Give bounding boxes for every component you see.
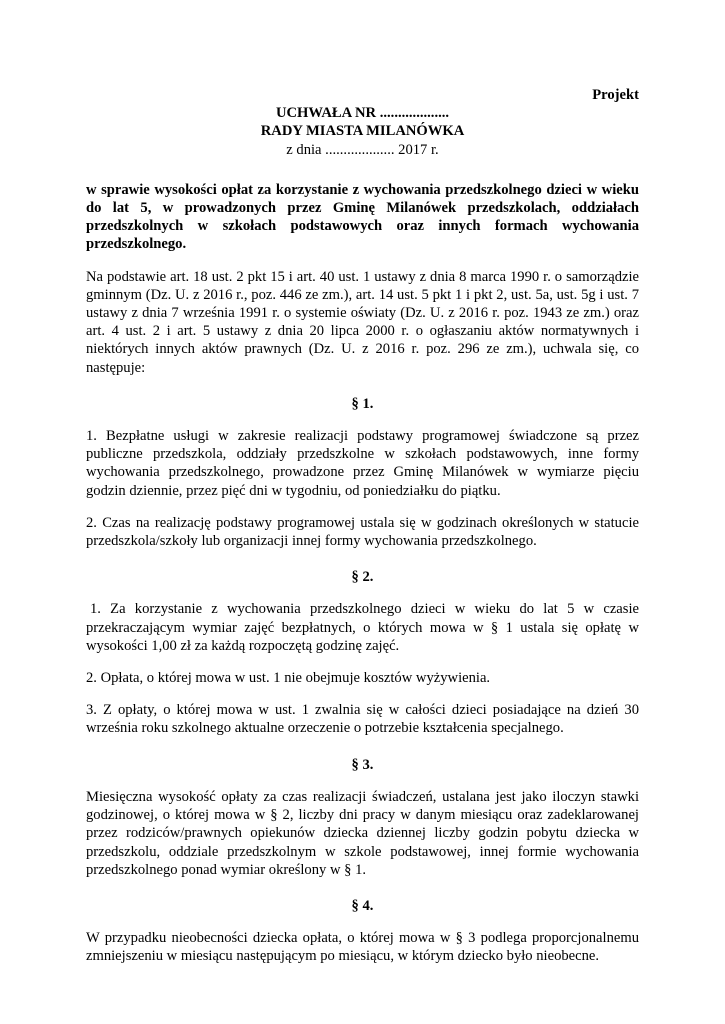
preamble: Na podstawie art. 18 ust. 2 pkt 15 i art. 40 ust. 1 ustawy z dnia 8 marca 1990 r. o samorządzie gminnym (Dz. U. z 2016 r., poz. 446 ze zm.), art. 14 ust. 5 pkt 1 i pkt 2, ust. 5a, ust. 5g i ust. 7 ustawy z dnia 7 września 1991 r. o systemie oświaty (Dz. U. z 2016 r. poz. 1943 ze zm.) oraz art. 4 ust. 2 i art. 5 ustawy z dnia 20 lipca 2000 r. o ogłaszaniu aktów normatywnych i niektórych innych aktów prawnych (Dz. U. z 2016 r. poz. 296 ze zm.), uchwala się, co następuje: [86, 268, 639, 376]
resolution-number: UCHWAŁA NR ................... [275, 105, 450, 122]
section-1-paragraph-2: 2. Czas na realizację podstawy programowej ustala się w godzinach określonych w statucie przedszkola/szkoły lub organizacji innej formy wychowania przedszkolnego. [86, 514, 639, 550]
section-2-paragraph-3: 3. Z opłaty, o której mowa w ust. 1 zwalnia się w całości dzieci posiadające na dzień 30 września roku szkolnego aktualne orzeczenie o potrzebie kształcenia specjalnego. [86, 702, 639, 737]
section-4-paragraph-1: W przypadku nieobecności dziecka opłata, o której mowa w § 3 podlega proporcjonalnemu zmniejszeniu w miesiącu następującym po miesiącu, w którym dziecko było nieobecne. [86, 930, 639, 965]
section-heading-3: § 3. [351, 756, 374, 773]
section-heading-4: § 4. [351, 897, 374, 914]
resolution-date: z dnia ................... 2017 r. [286, 141, 439, 158]
section-2-paragraph-2: 2. Opłata, o której mowa w ust. 1 nie obejmuje kosztów wyżywienia. [86, 670, 491, 687]
section-heading-1: § 1. [351, 395, 374, 412]
section-heading-2: § 2. [351, 569, 374, 586]
section-2-paragraph-1: 1. Za korzystanie z wychowania przedszkolnego dzieci w wieku do lat 5 w czasie przekraczającym wymiar zajęć bezpłatnych, o których mowa w § 1 ustala się opłatę w wysokości 1,00 zł za każdą rozpoczętą godzinę zajęć. [86, 601, 639, 654]
projekt-label: Projekt [592, 87, 639, 103]
section-1-paragraph-1: 1. Bezpłatne usługi w zakresie realizacji podstawy programowej świadczone są przez publiczne przedszkola, oddziały przedszkolne w szkołach podstawowych, inne formy wychowania przedszkolnego, prowadzone przez Gminę Milanówek w wymiarze pięciu godzin dziennie, przez pięć dni w tygodniu, od poniedziałku do piątku. [86, 428, 639, 499]
council-name: RADY MIASTA MILANÓWKA [260, 123, 465, 140]
section-3-paragraph-1: Miesięczna wysokość opłaty za czas realizacji świadczeń, ustalana jest jako iloczyn stawki godzinowej, o której mowa w § 2, liczby dni pracy w danym miesiącu oraz zadeklarowanej przez rodziców/prawnych opiekunów dziecka dziennej liczby godzin pobytu dziecka w przedszkolu, oddziale przedszkolnym w szkole podstawowej, innej formie wychowania przedszkolnego ponad wymiar określony w § 1. [86, 788, 639, 878]
resolution-subject: w sprawie wysokości opłat za korzystanie z wychowania przedszkolnego dzieci w wieku do lat 5, w prowadzonych przez Gminę Milanówek przedszkolach, oddziałach przedszkolnych w szkołach podstawowych oraz innych formach wychowania przedszkolnego. [86, 181, 639, 253]
document-page [86, 86, 639, 966]
